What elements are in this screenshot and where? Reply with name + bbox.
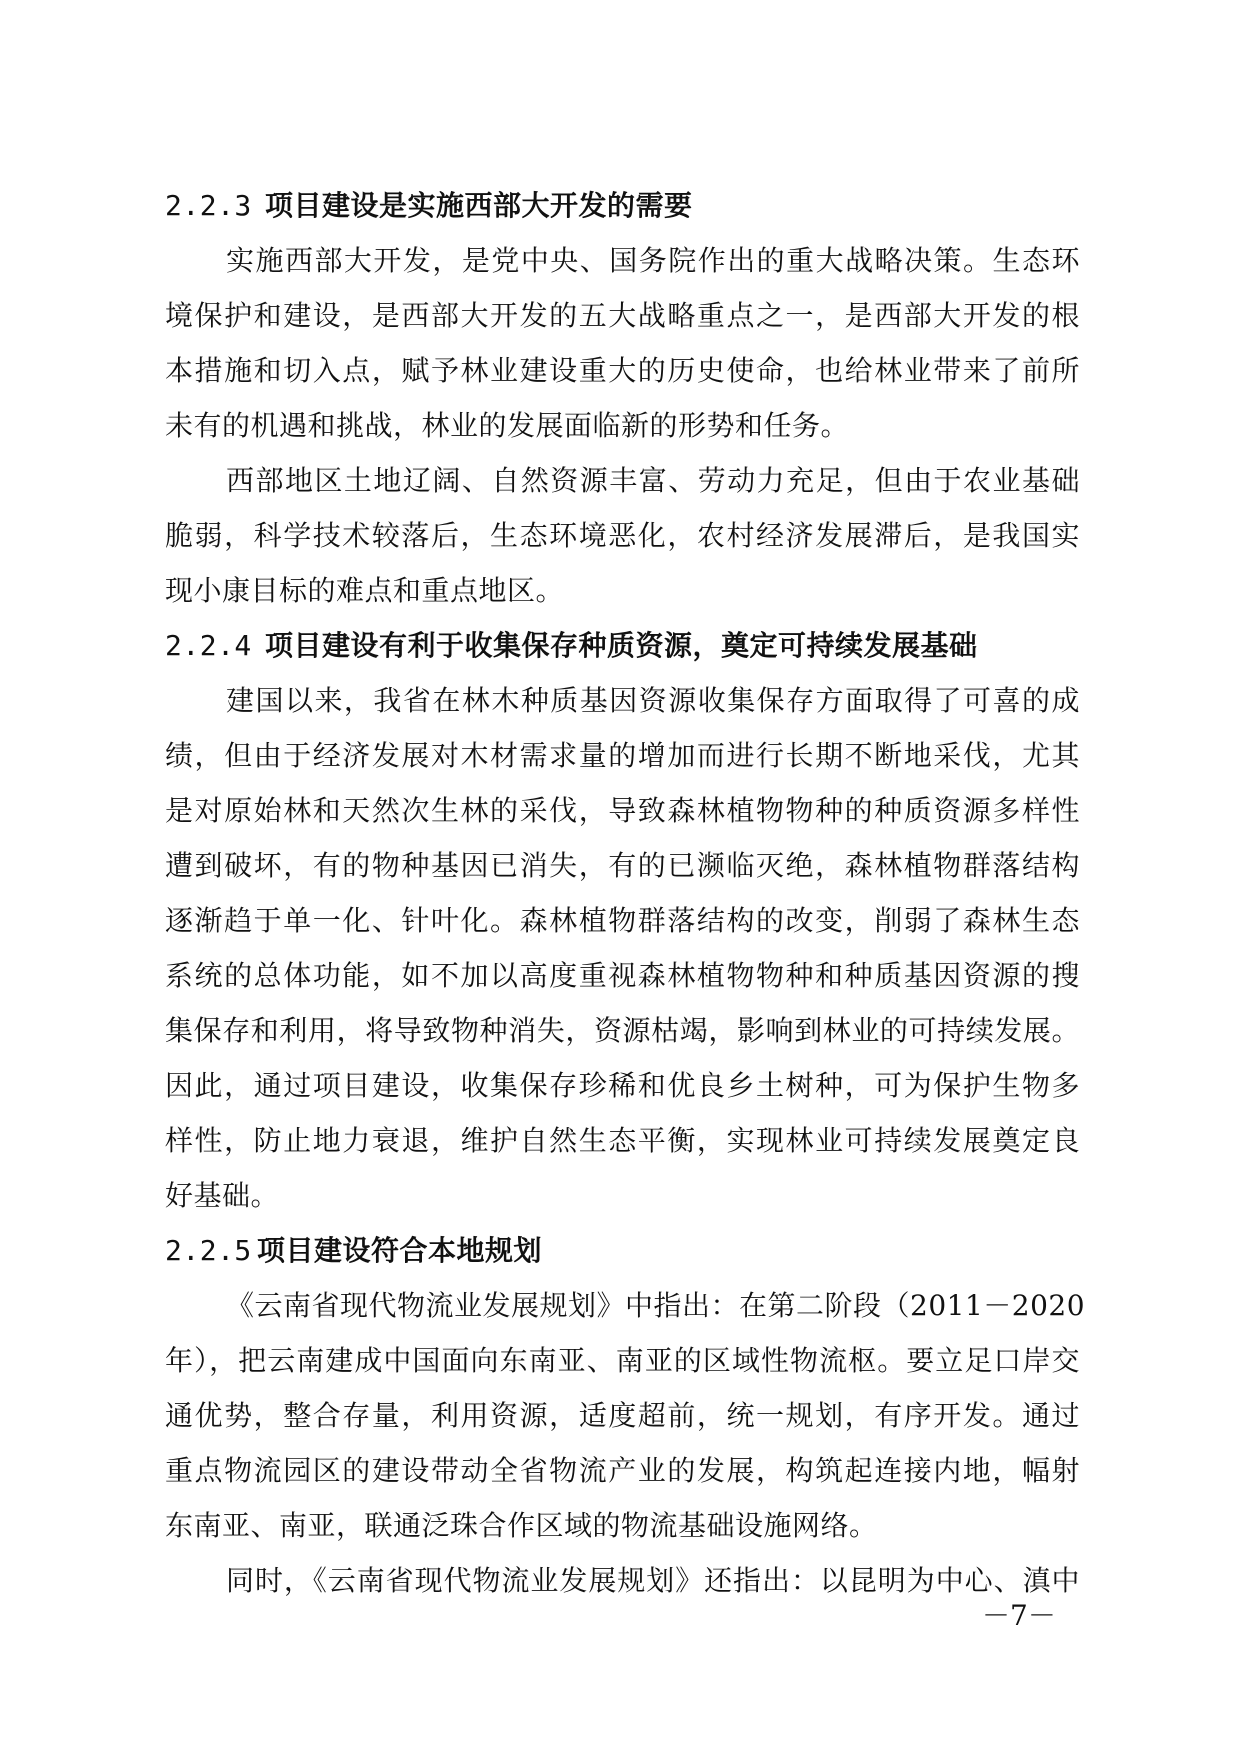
text-line: 本措施和切入点，赋予林业建设重大的历史使命，也给林业带来了前所 [165, 354, 1080, 387]
text-line: 逐渐趋于单一化、针叶化。森林植物群落结构的改变，削弱了森林生态 [165, 904, 1080, 937]
text-line: 是对原始林和天然次生林的采伐，导致森林植物物种的种质资源多样性 [165, 794, 1080, 827]
paragraph [165, 1278, 1086, 1553]
text-line: 同时，《云南省现代物流业发展规划》还指出：以昆明为中心、滇中 [226, 1564, 1080, 1597]
page-number: －7－ [982, 1599, 1056, 1632]
text-line: 东南亚、南亚，联通泛珠合作区域的物流基础设施网络。 [165, 1509, 878, 1542]
text-line: 建国以来，我省在林木种质基因资源收集保存方面取得了可喜的成 [226, 684, 1080, 717]
paragraph [165, 453, 1080, 618]
text-line: 系统的总体功能，如不加以高度重视森林植物物种和种质基因资源的搜 [165, 959, 1080, 992]
text-line: 因此，通过项目建设，收集保存珍稀和优良乡土树种，可为保护生物多 [165, 1069, 1080, 1102]
paragraph [165, 233, 1080, 453]
text-line: 现小康目标的难点和重点地区。 [165, 574, 565, 607]
section-title: 项目建设符合本地规划 [257, 1234, 543, 1267]
text-line: 《云南省现代物流业发展规划》中指出：在第二阶段（2011－2020 [226, 1289, 1086, 1322]
section-title: 项目建设有利于收集保存种质资源，奠定可持续发展基础 [265, 629, 978, 662]
text-line: 脆弱，科学技术较落后，生态环境恶化，农村经济发展滞后，是我国实 [165, 519, 1080, 552]
text-line: 西部地区土地辽阔、自然资源丰富、劳动力充足，但由于农业基础 [226, 464, 1080, 497]
text-line: 遭到破坏，有的物种基因已消失，有的已濒临灭绝，森林植物群落结构 [165, 849, 1080, 882]
document-page [165, 178, 1086, 1608]
text-line: 绩，但由于经济发展对木材需求量的增加而进行长期不断地采伐，尤其 [165, 739, 1080, 772]
text-line: 年），把云南建成中国面向东南亚、南亚的区域性物流枢。要立足口岸交 [165, 1344, 1080, 1377]
text-line: 境保护和建设，是西部大开发的五大战略重点之一，是西部大开发的根 [165, 299, 1080, 332]
section-number: 2.2.4 [165, 629, 252, 662]
text-line: 未有的机遇和挑战，林业的发展面临新的形势和任务。 [165, 409, 850, 442]
paragraph [165, 673, 1080, 1223]
section-number: 2.2.5 [165, 1234, 252, 1267]
section-title: 项目建设是实施西部大开发的需要 [265, 189, 693, 222]
text-line: 实施西部大开发，是党中央、国务院作出的重大战略决策。生态环 [226, 244, 1080, 277]
text-line: 重点物流园区的建设带动全省物流产业的发展，构筑起连接内地，幅射 [165, 1454, 1080, 1487]
section-heading-2-2-4 [165, 618, 1080, 673]
text-line: 通优势，整合存量，利用资源，适度超前，统一规划，有序开发。通过 [165, 1399, 1080, 1432]
text-line: 好基础。 [165, 1179, 280, 1212]
text-line: 集保存和利用，将导致物种消失，资源枯竭，影响到林业的可持续发展。 [165, 1014, 1080, 1047]
section-heading-2-2-5 [165, 1223, 1080, 1278]
section-heading-2-2-3 [165, 178, 1080, 233]
text-line: 样性，防止地力衰退，维护自然生态平衡，实现林业可持续发展奠定良 [165, 1124, 1080, 1157]
section-number: 2.2.3 [165, 189, 252, 222]
paragraph [165, 1553, 1080, 1608]
